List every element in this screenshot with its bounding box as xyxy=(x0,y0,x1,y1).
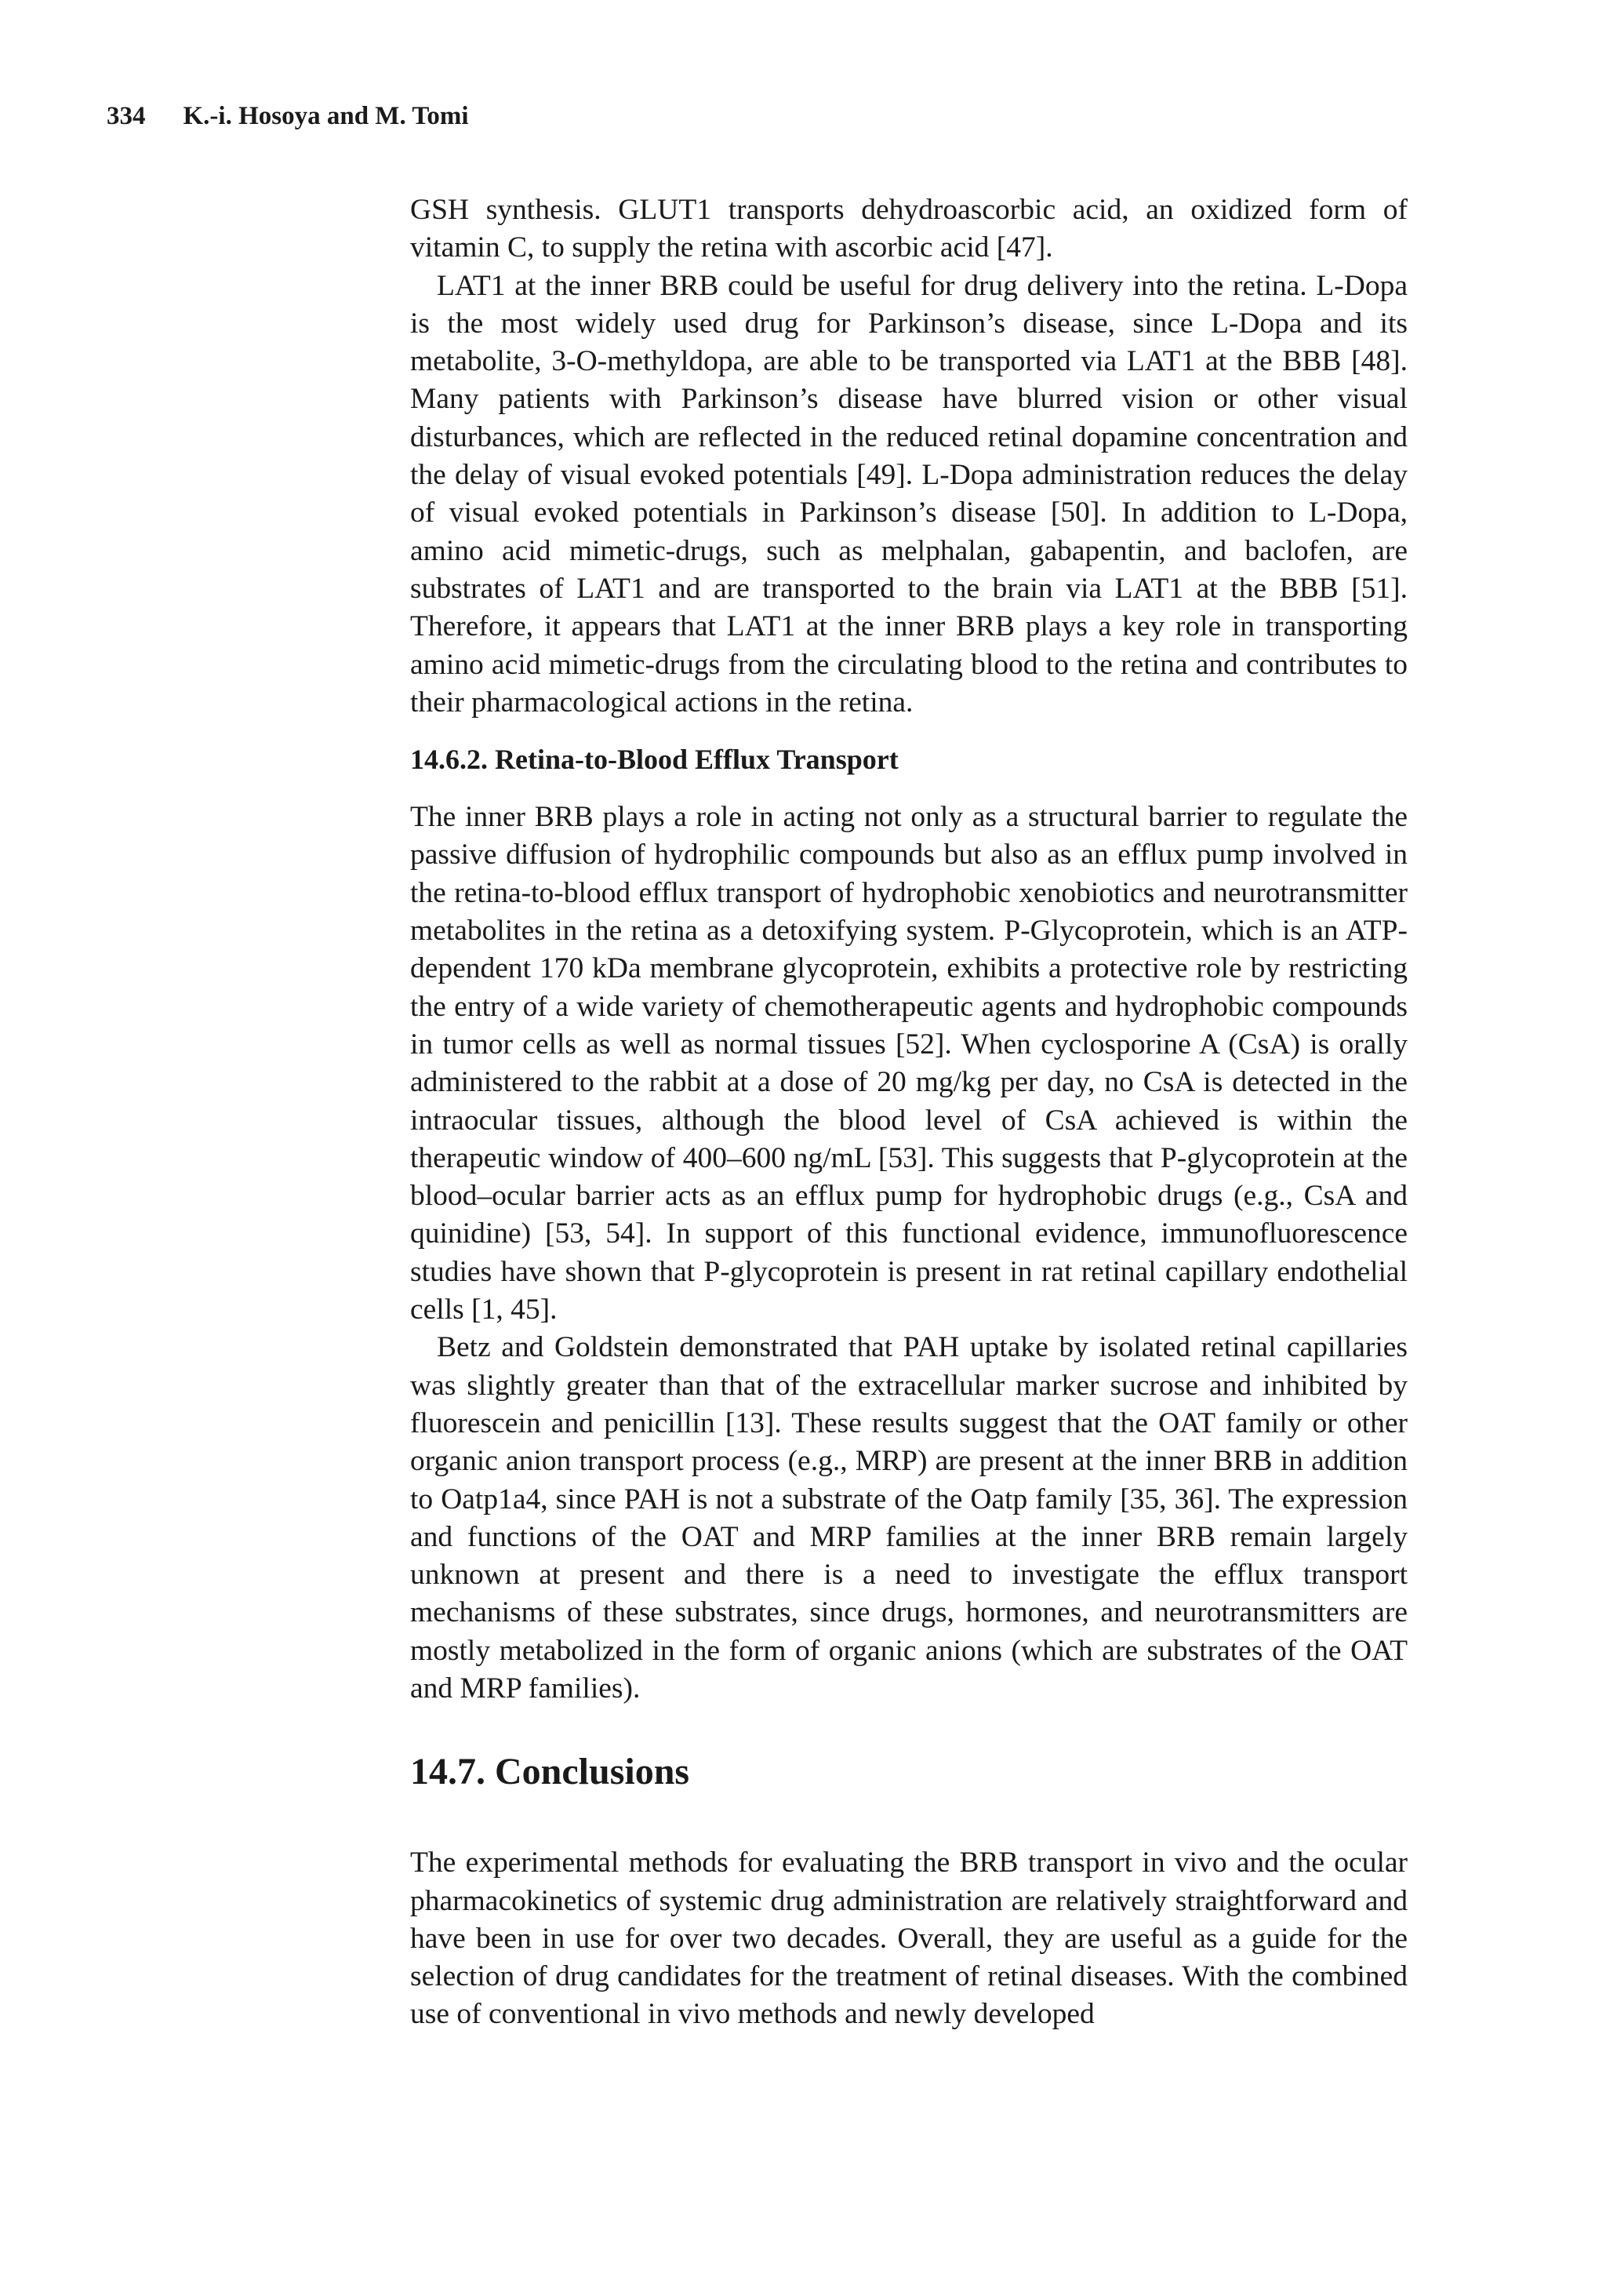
paragraph-betz-goldstein: Betz and Goldstein demonstrated that PAH uptake by isolated retinal capillaries was slightly greater than that of the extracellular marker sucrose and inhibited by fluorescein and penicillin [13]. These results suggest that the OAT family or other organic anion transport process (e.g., MRP) are present at the inner BRB in addition to Oatp1a4, since PAH is not a substrate of the Oatp family [35, 36]. The expression and functions of the OAT and MRP families at the inner BRB remain largely unknown at present and there is a need to investigate the efflux transport mechanisms of these substrates, since drugs, hormones, and neurotransmitters are mostly metabolized in the form of organic anions (which are substrates of the OAT and MRP families). xyxy=(410,1331,1408,1705)
paragraph-conclusions: The experimental methods for evaluating the BRB transport in vivo and the ocular pharmacokinetics of systemic drug administration are relatively straightforward and have been in use for over two decades. Overall, they are useful as a guide for the selection of drug candidates for the treatment of retinal diseases. With the combined use of conventional in vivo methods and newly developed xyxy=(410,1847,1408,2031)
running-head-authors: K.-i. Hosoya and M. Tomi xyxy=(183,102,469,130)
paragraph-glut1: GSH synthesis. GLUT1 transports dehydroascorbic acid, an oxidized form of vitamin C, to supply the retina with ascorbic acid [47]. xyxy=(410,194,1408,264)
paragraph-lat1: LAT1 at the inner BRB could be useful for drug delivery into the retina. L-Dopa is the most widely used drug for Parkinson’s disease, since L-Dopa and its metabolite, 3-O-methyldopa, are able to be transported via LAT1 at the BBB [48]. Many patients with Parkinson’s disease have blurred vision or other visual disturbances, which are reflected in the reduced retinal dopamine concentration and the delay of visual evoked potentials [49]. L-Dopa administration reduces the delay of visual evoked potentials in Parkinson’s disease [50]. In addition to L-Dopa, amino acid mimetic-drugs, such as melphalan, gabapentin, and baclofen, are substrates of LAT1 and are transported to the brain via LAT1 at the BBB [51]. Therefore, it appears that LAT1 at the inner BRB plays a key role in transporting amino acid mimetic-drugs from the circulating blood to the retina and contributes to their pharmacological actions in the retina. xyxy=(410,269,1408,719)
page-number: 334 xyxy=(107,102,146,130)
section-heading: 14.7. Conclusions xyxy=(410,1751,690,1793)
running-head xyxy=(107,100,468,132)
main-text-column xyxy=(410,191,1408,2034)
subsection-heading: 14.6.2. Retina-to-Blood Efflux Transport xyxy=(410,744,899,776)
paragraph-efflux: The inner BRB plays a role in acting not only as a structural barrier to regulate the passive diffusion of hydrophilic compounds but also as an efflux pump involved in the retina-to-blood efflux transport of hydrophobic xenobiotics and neurotransmitter metabolites in the retina as a detoxifying system. P-Glycoprotein, which is an ATP-dependent 170 kDa membrane glycoprotein, exhibits a protective role by restricting the entry of a wide variety of chemotherapeutic agents and hydrophobic compounds in tumor cells as well as normal tissues [52]. When cyclosporine A (CsA) is orally administered to the rabbit at a dose of 20 mg/kg per day, no CsA is detected in the intraocular tissues, although the blood level of CsA achieved is within the therapeutic window of 400–600 ng/mL [53]. This suggests that P-glycoprotein at the blood–ocular barrier acts as an efflux pump for hydrophobic drugs (e.g., CsA and quinidine) [53, 54]. In support of this functional evidence, immunofluorescence studies have shown that P-glycoprotein is present in rat retinal capillary endothelial cells [1, 45]. xyxy=(410,801,1408,1326)
